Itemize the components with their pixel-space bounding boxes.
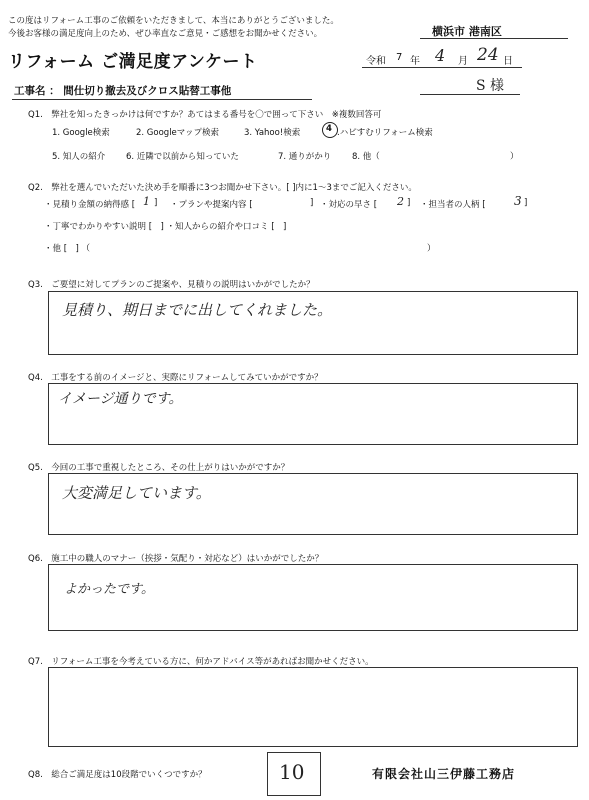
- q2-item-plan: ・プランや提案内容 [: [170, 200, 253, 210]
- date-month: 4: [435, 46, 446, 65]
- location: 横浜市 港南区: [432, 25, 502, 38]
- work-name: 工事名 ： 間仕切り撤去及びクロス貼替工事他: [14, 85, 232, 97]
- q2-price-close: ]: [154, 198, 158, 208]
- q2-plan-close: ]: [310, 198, 314, 208]
- q7-question: Q7. リフォーム工事を今考えている方に、何かアドバイス等があればお聞かせください。: [28, 657, 374, 667]
- customer-name: S 様: [476, 78, 505, 94]
- q6-answer-box: [48, 564, 578, 631]
- q1-question: Q1. 弊社を知ったきっかけは何ですか？あてはまる番号を〇で囲って下さい ※複数回答可: [28, 110, 382, 120]
- q2-staff-rank: 3: [514, 194, 522, 208]
- intro-line-1: この度はリフォーム工事のご依頼をいただきまして、本当にありがとうございました。: [8, 16, 339, 26]
- q1-option-4-label: .ハピすむリフォーム検索: [337, 128, 433, 138]
- q2-staff-close: ]: [524, 198, 528, 208]
- q3-answer: 見積り、期日までに出してくれました。: [62, 301, 333, 319]
- intro-line-2: 今後お客様の満足度向上のため、ぜひ率直なご意見・ご感想をお聞かせください。: [8, 29, 323, 39]
- q1-option-8: 8. 他（: [352, 152, 380, 162]
- q2-speed-rank: 2: [397, 195, 404, 208]
- customer-underline: [420, 94, 520, 95]
- q2-other-close: ）: [427, 244, 436, 254]
- q7-answer-box: [48, 667, 578, 747]
- q2-item-staff: ・担当者の人柄 [: [420, 200, 486, 210]
- q2-other: ・他 [ ] （: [44, 244, 91, 254]
- date-day-unit: 日: [503, 56, 513, 67]
- work-name-underline: [12, 99, 312, 100]
- q1-option-5: 5. 知人の紹介: [52, 152, 106, 162]
- date-underline: [362, 67, 522, 68]
- q4-question: Q4. 工事をする前のイメージと、実際にリフォームしてみていかがですか？: [28, 373, 323, 383]
- q5-answer: 大変満足しています。: [62, 484, 211, 502]
- q1-option-2: 2. Googleマップ検索: [136, 128, 219, 138]
- date-era: 令和: [366, 56, 386, 67]
- date-day: 24: [477, 45, 499, 65]
- q2-item-price: ・見積り金額の納得感 [: [44, 200, 136, 210]
- q1-option-3: 3. Yahoo!検索: [244, 128, 301, 138]
- q1-option-4-number: 4: [326, 124, 332, 134]
- q4-answer: イメージ通りです。: [58, 391, 183, 407]
- date-year-unit: 年: [410, 56, 420, 67]
- q1-option-8-close: ）: [510, 152, 519, 162]
- q2-speed-close: ]: [407, 198, 411, 208]
- q6-question: Q6. 施工中の職人のマナー（挨拶・気配り・対応など）はいかがでしたか？: [28, 554, 324, 564]
- q2-row-2: ・丁寧でわかりやすい説明 [ ] ・知人からの紹介や口コミ [ ]: [44, 222, 287, 232]
- q2-question: Q2. 弊社を選んでいただいた決め手を順番に3つお聞かせ下さい。[ ]内に1～3までご記入ください。: [28, 183, 417, 193]
- q3-question: Q3. ご要望に対してプランのご提案や、見積りの説明はいかがでしたか？: [28, 280, 315, 290]
- q2-item-speed: ・対応の早さ [: [320, 200, 378, 210]
- q8-answer: 10: [279, 760, 305, 784]
- q5-question: Q5. 今回の工事で重視したところ、その仕上がりはいかがですか？: [28, 463, 290, 473]
- date-year: 7: [396, 52, 403, 63]
- page-title: リフォーム ご満足度アンケート: [8, 52, 258, 72]
- q1-option-6: 6. 近隣で以前から知っていた: [126, 152, 239, 162]
- q8-question: Q8. 総合ご満足度は10段階でいくつですか？: [28, 770, 207, 780]
- location-underline: [420, 38, 568, 39]
- q2-price-rank: 1: [143, 195, 150, 208]
- date-month-unit: 月: [458, 56, 468, 67]
- company-name: 有限会社山三伊藤工務店: [372, 767, 516, 781]
- q1-option-7: 7. 通りがかり: [278, 152, 332, 162]
- q6-answer: よかったです。: [64, 582, 154, 597]
- q1-option-1: 1. Google検索: [52, 128, 110, 138]
